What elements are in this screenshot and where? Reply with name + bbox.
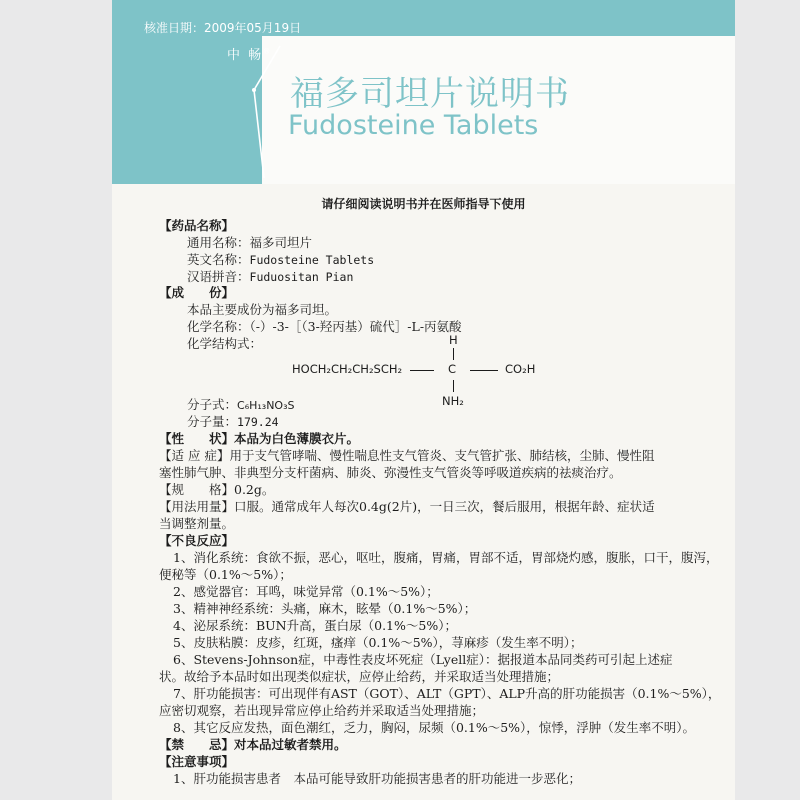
structure-nh2: NH₂	[442, 394, 464, 408]
indication-line-2: 塞性肺气肿、非典型分支杆菌病、肺炎、弥漫性支气管炎等呼吸道疾病的祛痰治疗。	[159, 465, 622, 480]
adverse-line: 6、Stevens-Johnson症，中毒性表皮坏死症（Lyell症）：据报道本品同类药可引起上述症	[173, 652, 673, 667]
section-drug-name: 【药品名称】	[159, 218, 235, 233]
adverse-line: 4、泌尿系统：BUN升高，蛋白尿（0.1%～5%）；	[173, 618, 457, 633]
pinyin-name	[187, 269, 353, 285]
structure-chain: HOCH₂CH₂CH₂SCH₂	[292, 362, 403, 376]
section-precautions: 【注意事项】	[159, 754, 235, 769]
brand-text: 中 畅	[227, 48, 264, 63]
molecular-weight	[187, 414, 279, 430]
section-adverse: 【不良反应】	[159, 533, 235, 548]
section-composition: 【成 份】	[159, 285, 235, 300]
adverse-line: 状。故给予本品时如出现类似症状，应停止给药，并采取适当处理措施；	[159, 669, 560, 684]
title-chinese: 福多司坦片说明书	[290, 74, 570, 114]
usage-notice: 请仔细阅读说明书并在医师指导下使用	[321, 197, 526, 211]
adverse-line: 1、消化系统：食欲不振，恶心，呕吐，腹痛，胃痛，胃部不适，胃部烧灼感，腹胀，口干，腹泻，	[173, 550, 719, 565]
approval-date: 核准日期：2009年05月19日	[144, 21, 302, 35]
brand-name	[227, 44, 270, 63]
bond-right	[470, 370, 498, 371]
mw-label: 分子量：	[187, 414, 238, 429]
section-spec: 【规 格】0.2g。	[159, 482, 275, 497]
structure-c: C	[448, 362, 457, 376]
section-character: 【性 状】本品为白色薄膜衣片。	[159, 431, 360, 446]
generic-name: 通用名称：福多司坦片	[187, 235, 313, 250]
pinyin-value: Fuduositan Pian	[249, 270, 354, 284]
adverse-line: 8、其它反应发热，面色潮红，乏力，胸闷，尿频（0.1%～5%），惊悸，浮肿（发生率不明）。	[173, 720, 696, 735]
dosage-line-1: 【用法用量】口服。通常成年人每次0.4g(2片)，一日三次，餐后服用，根据年龄、症状适	[159, 499, 655, 514]
bond-bottom	[453, 380, 454, 392]
pinyin-label: 汉语拼音：	[187, 269, 250, 284]
mw-value: 179.24	[237, 415, 279, 429]
bond-left	[410, 370, 434, 371]
adverse-line: 3、精神神经系统：头痛，麻木，眩晕（0.1%～5%）；	[173, 601, 477, 616]
chemical-structure	[292, 333, 552, 413]
structure-h: H	[449, 333, 458, 347]
composition-main: 本品主要成份为福多司坦。	[187, 302, 338, 317]
structure-acid: CO₂H	[505, 362, 536, 376]
leaflet-page	[112, 0, 735, 800]
registered-mark: ®	[263, 47, 271, 56]
english-name-label: 英文名称：	[187, 252, 250, 267]
molecular-formula	[187, 397, 294, 414]
structure-label: 化学结构式：	[187, 336, 263, 351]
adverse-line: 应密切观察，若出现异常应停止给药并采取适当处理措施；	[159, 703, 485, 718]
dosage-line-2: 当调整剂量。	[159, 516, 235, 531]
formula-label: 分子式：	[187, 397, 238, 412]
section-contraindication: 【禁 忌】对本品过敏者禁用。	[159, 737, 347, 752]
chemical-name: 化学名称：（-）-3-［（3-羟丙基）硫代］-L-丙氨酸	[187, 319, 462, 334]
left-margin	[0, 0, 112, 800]
adverse-line: 5、皮肤粘膜：皮疹，红斑，瘙痒（0.1%～5%），荨麻疹（发生率不明）；	[173, 635, 583, 650]
title-english: Fudosteine Tablets	[288, 110, 539, 141]
adverse-line: 2、感觉器官：耳鸣，味觉异常（0.1%～5%）；	[173, 584, 439, 599]
adverse-line: 便秘等（0.1%～5%）；	[159, 567, 292, 582]
english-name-value: Fudosteine Tablets	[249, 253, 375, 267]
indication-line-1: 【适 应 症】用于支气管哮喘、慢性喘息性支气管炎、支气管扩张、肺结核，尘肺、慢性阻	[159, 448, 655, 463]
formula-value: C₆H₁₃NO₃S	[237, 399, 295, 412]
precaution-line-1: 1、肝功能损害患者 本品可能导致肝功能损害患者的肝功能进一步恶化；	[173, 771, 581, 786]
bond-top	[453, 348, 454, 360]
adverse-line: 7、肝功能损害：可出现伴有AST（GOT）、ALT（GPT）、ALP升高的肝功能损害（0.1%～5%），	[173, 686, 721, 701]
english-name	[187, 252, 374, 268]
